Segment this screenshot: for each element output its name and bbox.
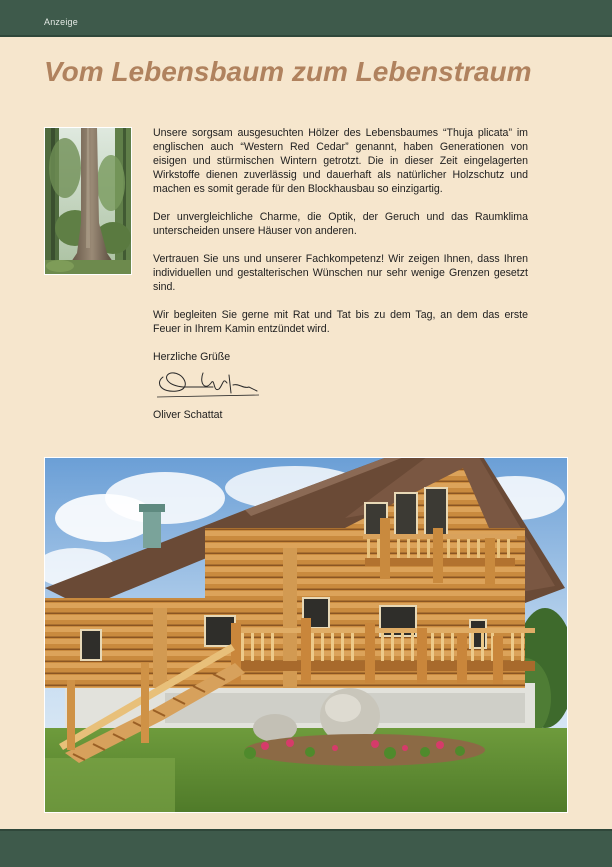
paragraph: Vertrauen Sie uns und unserer Fachkompetenz! Wir zeigen Ihnen, dass Ihren individuellen und gestalterischen Wünschen nur sehr wenige Grenzen gesetzt sind. [153,253,528,293]
paragraph: Wir begleiten Sie gerne mit Rat und Tat bis zu dem Tag, an dem das erste Feuer in Ihrem Kamin entzündet wird. [153,309,528,335]
paragraph: Der unvergleichliche Charme, die Optik, der Geruch und das Raumklima unterscheiden unsere Häuser von anderen. [153,211,528,237]
closing-greeting: Herzliche Grüße [153,351,231,363]
paragraph: Unsere sorgsam ausgesuchten Hölzer des Lebensbaumes “Thuja plicata” im englischen auch “Western Red Cedar” genannt, haben Generationen von eisigen und stürmischen Wintern getrotzt. Die in dieser Zeit eingelagerten Wirkstoffe dienen zuverlässig und dauerhaft als natürlicher Holzschutz und machen es somit gerade für den Blockhausbau so einzigartig. [153,127,528,195]
signer-name: Oliver Schattat [153,409,223,421]
letter-body [153,126,528,378]
cedar-tree-photo [44,127,132,275]
handwritten-signature [153,363,263,403]
footer-bar [0,829,612,867]
log-house-photo [44,457,568,813]
header-bar [0,0,612,37]
page-title: Vom Lebensbaum zum Lebenstraum [44,56,532,87]
advert-label: Anzeige [44,17,78,27]
